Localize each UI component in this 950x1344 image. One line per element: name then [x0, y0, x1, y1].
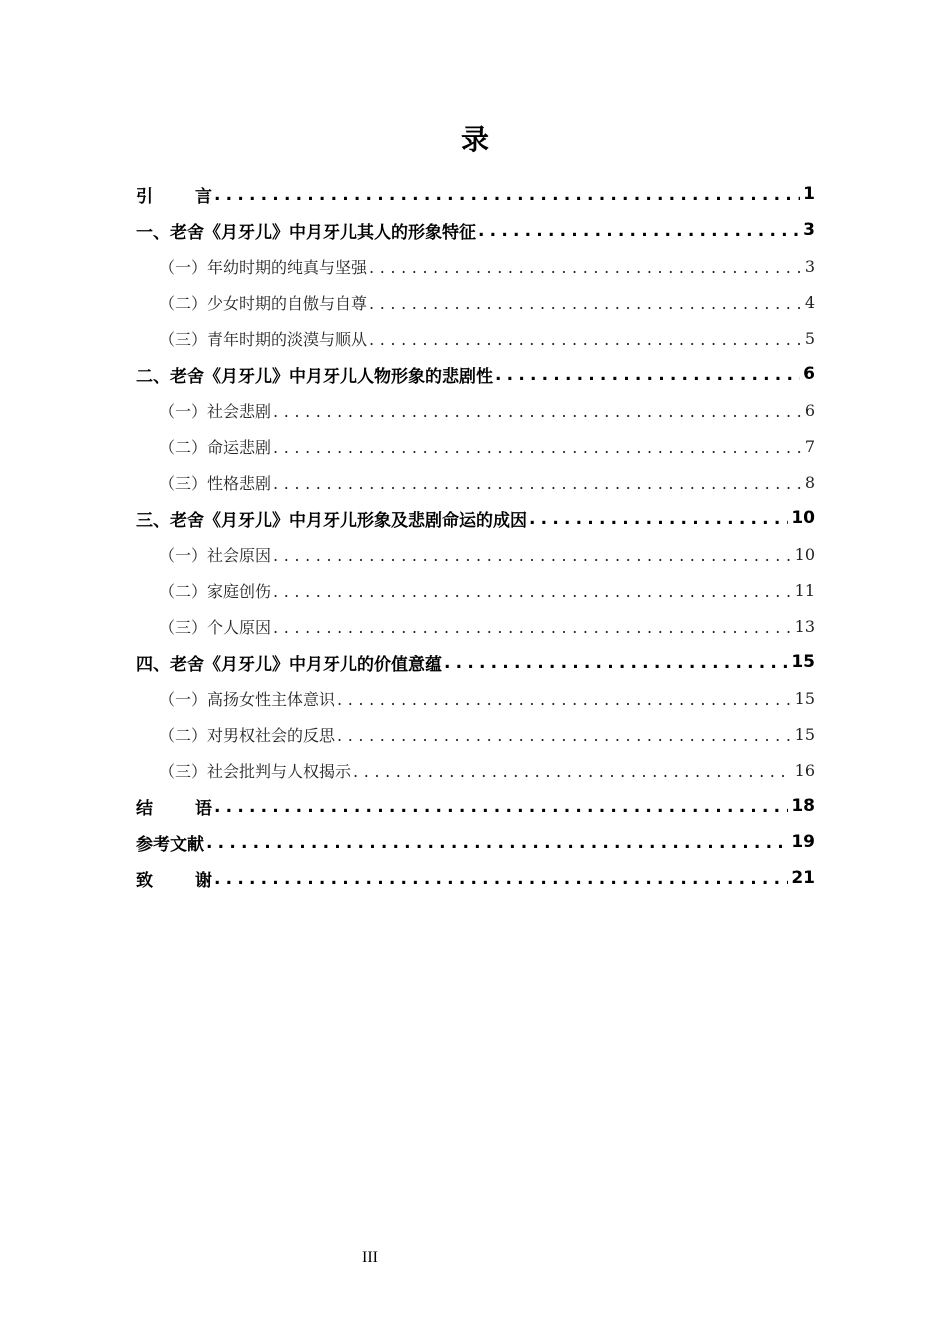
toc-entry-page: 19 [791, 832, 815, 852]
toc-entry-page: 3 [803, 220, 815, 240]
toc-entry-chapter-1[interactable] [136, 212, 815, 248]
toc-entry-page: 6 [803, 364, 815, 384]
toc-leader-dots [214, 185, 800, 205]
toc-entry-page: 8 [804, 472, 815, 492]
table-of-contents [136, 176, 815, 896]
toc-entry-section-4-3[interactable] [136, 752, 815, 788]
toc-entry-label: 致 谢 [136, 870, 212, 891]
toc-entry-label: （三）性格悲剧 [159, 473, 272, 493]
toc-entry-page: 7 [804, 436, 815, 456]
toc-entry-page: 1 [803, 184, 815, 204]
toc-leader-dots [478, 221, 800, 241]
toc-leader-dots [273, 582, 792, 601]
toc-entry-page: 18 [791, 796, 815, 816]
toc-entry-section-2-1[interactable] [136, 392, 815, 428]
toc-entry-section-1-3[interactable] [136, 320, 815, 356]
toc-entry-section-2-2[interactable] [136, 428, 815, 464]
toc-entry-label: （二）对男权社会的反思 [159, 725, 336, 745]
toc-entry-page: 4 [804, 292, 815, 312]
toc-leader-dots [214, 869, 788, 889]
toc-leader-dots [369, 294, 802, 313]
page-number-footer: III [362, 1249, 378, 1266]
toc-entry-label: 二、老舍《月牙儿》中月牙儿人物形象的悲剧性 [136, 366, 493, 387]
toc-entry-acknowledgements[interactable] [136, 860, 815, 896]
toc-leader-dots [444, 653, 788, 673]
toc-entry-section-4-2[interactable] [136, 716, 815, 752]
toc-entry-page: 21 [791, 868, 815, 888]
toc-leader-dots [529, 509, 788, 529]
toc-entry-page: 5 [804, 328, 815, 348]
toc-entry-label: （一）年幼时期的纯真与坚强 [159, 257, 368, 277]
toc-entry-section-3-2[interactable] [136, 572, 815, 608]
toc-entry-page: 13 [794, 616, 815, 636]
toc-entry-label: 引 言 [136, 186, 212, 207]
toc-leader-dots [337, 726, 792, 745]
toc-entry-section-2-3[interactable] [136, 464, 815, 500]
toc-leader-dots [495, 365, 800, 385]
toc-entry-section-3-3[interactable] [136, 608, 815, 644]
toc-entry-label: （一）高扬女性主体意识 [159, 689, 336, 709]
toc-entry-label: （一）社会悲剧 [159, 401, 272, 421]
toc-leader-dots [273, 546, 792, 565]
toc-entry-page: 16 [794, 760, 815, 780]
toc-entry-label: 三、老舍《月牙儿》中月牙儿形象及悲剧命运的成因 [136, 510, 527, 531]
toc-entry-page: 6 [804, 400, 815, 420]
toc-leader-dots [353, 762, 792, 781]
toc-entry-label: （二）少女时期的自傲与自尊 [159, 293, 368, 313]
toc-leader-dots [273, 618, 792, 637]
toc-leader-dots [206, 833, 788, 853]
toc-entry-label: 结 语 [136, 798, 212, 819]
toc-leader-dots [214, 797, 788, 817]
toc-entry-label: 四、老舍《月牙儿》中月牙儿的价值意蕴 [136, 654, 442, 675]
toc-entry-section-4-1[interactable] [136, 680, 815, 716]
toc-entry-label: （三）个人原因 [159, 617, 272, 637]
toc-entry-section-3-1[interactable] [136, 536, 815, 572]
toc-leader-dots [337, 690, 792, 709]
toc-entry-page: 15 [791, 652, 815, 672]
page-title: 录 [460, 123, 489, 156]
toc-entry-page: 15 [794, 724, 815, 744]
toc-leader-dots [273, 402, 802, 421]
toc-leader-dots [273, 474, 802, 493]
toc-entry-page: 3 [804, 256, 815, 276]
toc-entry-label: （二）家庭创伤 [159, 581, 272, 601]
toc-entry-chapter-2[interactable] [136, 356, 815, 392]
toc-leader-dots [369, 330, 802, 349]
toc-entry-conclusion[interactable] [136, 788, 815, 824]
toc-entry-page: 11 [794, 580, 815, 600]
toc-leader-dots [273, 438, 802, 457]
toc-entry-references[interactable] [136, 824, 815, 860]
toc-leader-dots [369, 258, 802, 277]
toc-entry-page: 15 [794, 688, 815, 708]
toc-entry-section-1-2[interactable] [136, 284, 815, 320]
toc-entry-label: 一、老舍《月牙儿》中月牙儿其人的形象特征 [136, 222, 476, 243]
toc-entry-introduction[interactable] [136, 176, 815, 212]
toc-entry-label: （三）社会批判与人权揭示 [159, 761, 352, 781]
toc-entry-page: 10 [791, 508, 815, 528]
toc-entry-page: 10 [794, 544, 815, 564]
toc-entry-section-1-1[interactable] [136, 248, 815, 284]
toc-entry-chapter-3[interactable] [136, 500, 815, 536]
toc-entry-label: （二）命运悲剧 [159, 437, 272, 457]
toc-entry-label: 参考文献 [136, 834, 204, 855]
toc-entry-label: （一）社会原因 [159, 545, 272, 565]
toc-entry-chapter-4[interactable] [136, 644, 815, 680]
toc-entry-label: （三）青年时期的淡漠与顺从 [159, 329, 368, 349]
